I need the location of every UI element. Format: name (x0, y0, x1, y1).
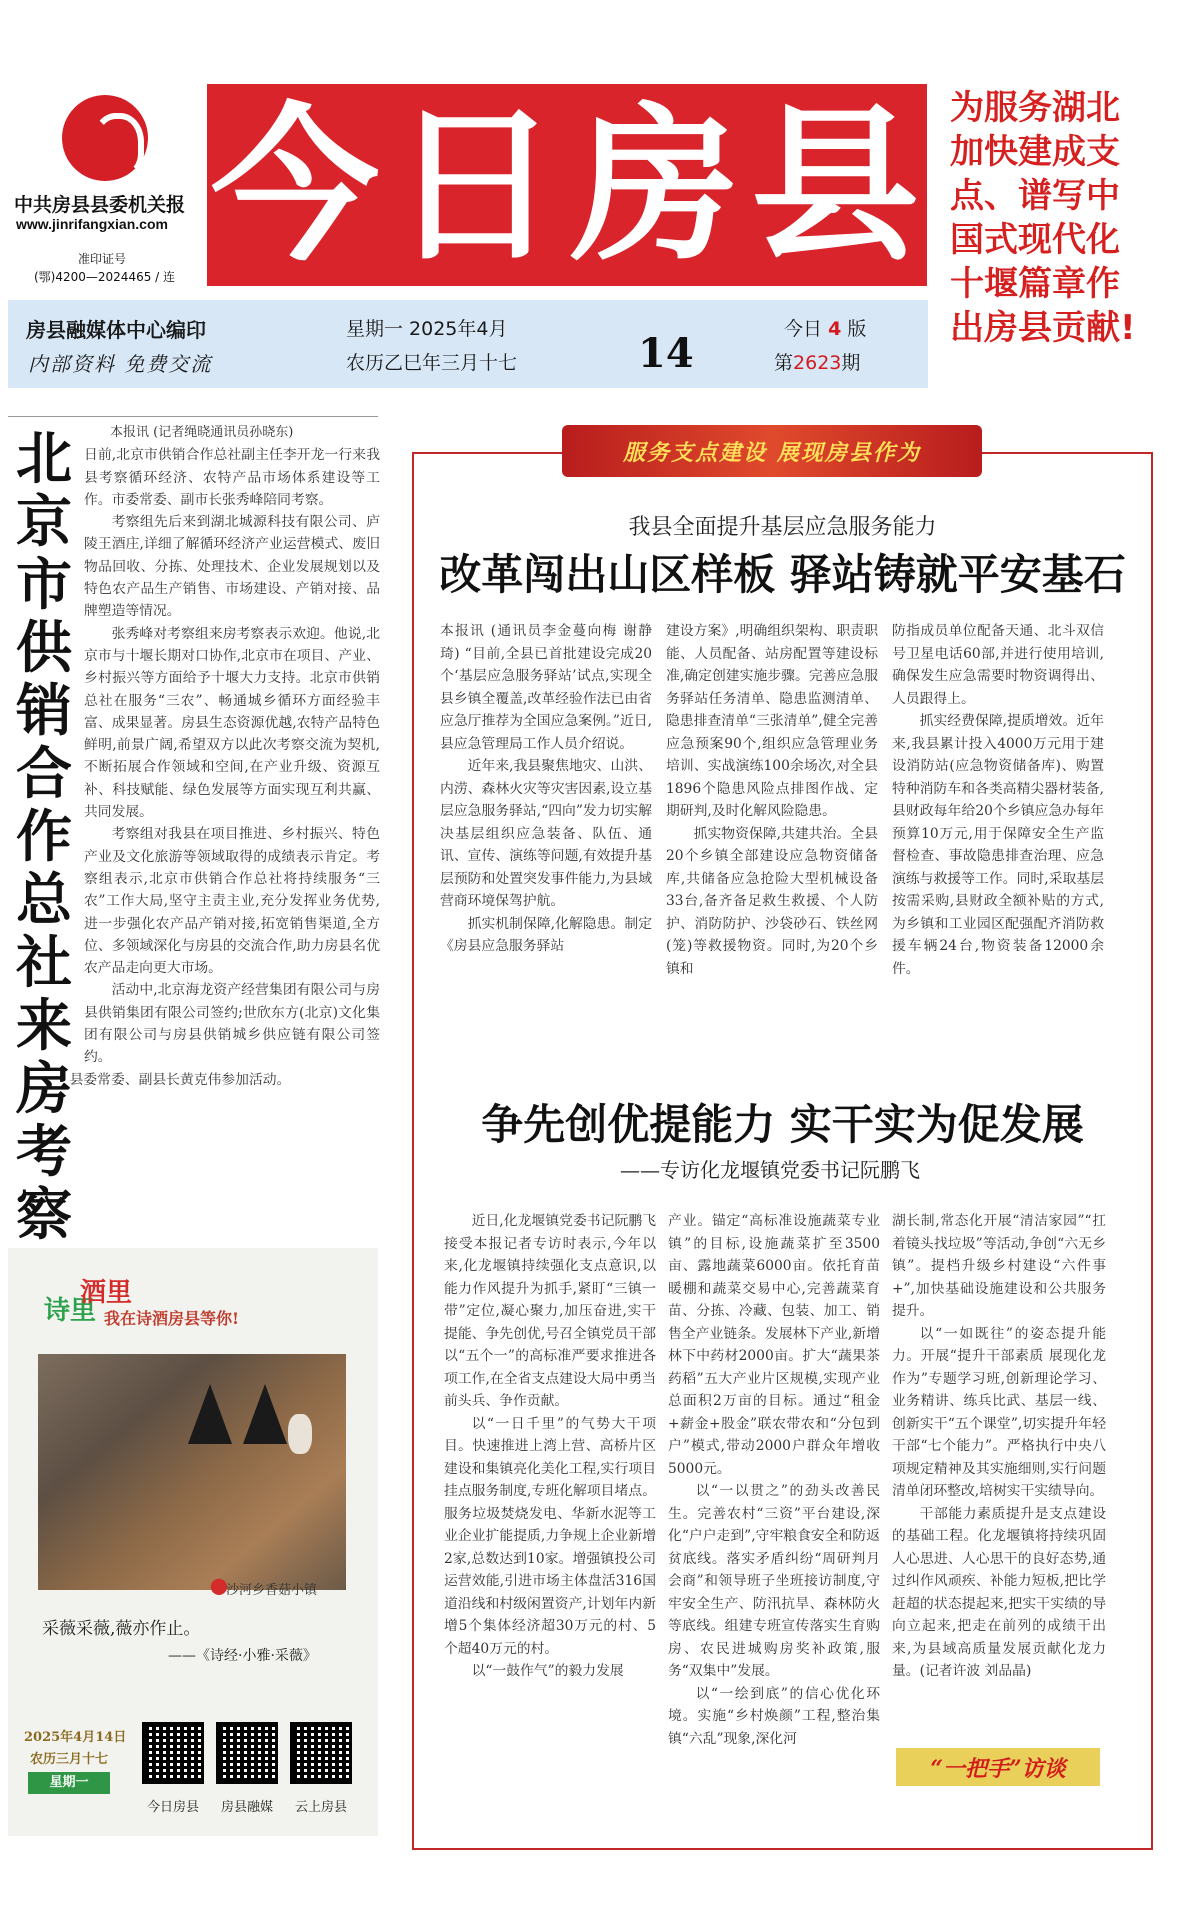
org-name: 中共房县县委机关报 (14, 195, 186, 216)
interview-tag-label: “一把手”访谈 (930, 1755, 1066, 1782)
title-char: 县 (751, 86, 923, 284)
qr-code-icon[interactable] (290, 1722, 352, 1784)
qr-code-icon[interactable] (216, 1722, 278, 1784)
title-char: 房 (571, 86, 743, 284)
poem-verse: 采薇采薇,薇亦作止。 (42, 1619, 201, 1639)
page-count-prefix: 今日 (784, 318, 823, 340)
poem-source: ——《诗经·小雅·采薇》 (168, 1648, 317, 1664)
article2-column-2 (668, 1210, 880, 1750)
paragraph: 防指成员单位配备天通、北斗双信号卫星电话60部,并进行使用培训,确保发生应急需要时物资调得出、人员跟得上。 (892, 623, 1104, 707)
paragraph: 县委常委、副县长黄克伟参加活动。 (69, 1071, 291, 1088)
byline: 本报讯 (记者绳晓通讯员孙晓东) (110, 425, 294, 440)
paragraph: 产业。锚定“高标准设施蔬菜专业镇”的目标,设施蔬菜扩至3500亩、露地蔬菜6000亩。依托育苗暖棚和蔬菜交易中心,完善蔬菜育苗、分拣、冷藏、包装、加工、销售全产业链条。发展林下产业,新增林下中药材2000亩。扩大“蔬果茶药稻”五大产业片区规模,实现产业总面积2万亩的目标。通过“租金+薪金+股金”联农带农和“分包到户”模式,带动2000户群众年增收5000元。 (668, 1213, 880, 1477)
paragraph: 抓实机制保障,化解隐患。制定《房县应急服务驿站 (440, 915, 652, 954)
person-figure (188, 1384, 232, 1444)
poem-logo: 诗里 (44, 1296, 97, 1326)
website-link[interactable]: www.jinrifangxian.com (16, 216, 168, 232)
article1-column-2 (666, 620, 878, 980)
article1-column-1 (440, 620, 652, 958)
serial-number-value: 2623 (793, 352, 842, 374)
paragraph: 以“一如既往”的姿态提升能力。开展“提升干部素质 展现化龙作为”专题学习班,创新理论学习、业务精讲、练兵比武、基层一线、创新实干“五个课堂”,切实提升年轻干部“七个能力”。严格执行中央八项规定精神及其实施细则,实行问题清单闭环整改,培树实干实绩导向。 (892, 1325, 1106, 1499)
qr-label: 房县融媒 (220, 1800, 273, 1815)
paragraph: 湖长制,常态化开展“清洁家园”“扛着镜头找垃圾”等活动,争创“六无乡镇”。提档升级乡村建设“六件事+”,加快基础设施建设和公共服务提升。 (892, 1213, 1106, 1319)
newspaper-logo-icon (62, 95, 148, 181)
serial-number (774, 348, 860, 375)
paragraph: 抓实物资保障,共建共治。全县20个乡镇全部建设应急物资储备库,共储备应急抢险大型机械设备33台,备齐备足救生救援、个人防护、消防防护、沙袋砂石、铁丝网(笼)等救援物资。同时,为20个乡镇和 (666, 825, 878, 977)
weekday-badge: 星期一 (28, 1772, 110, 1794)
article2-headline: 争先创优提能力 实干实为促发展 (481, 1100, 1084, 1149)
poem-logo: 酒里 (80, 1278, 133, 1308)
qr-label: 云上房县 (294, 1800, 347, 1815)
lunar-date: 农历乙巳年三月十七 (346, 352, 518, 374)
article1-column-3 (892, 620, 1104, 980)
title-char: 今 (211, 86, 383, 284)
paragraph: 以“一绘到底”的信心优化环境。实施“乡村焕颜”工程,整治集镇“六乱”现象,深化河 (668, 1685, 880, 1747)
poem-lunar-date: 农历三月十七 (30, 1752, 109, 1767)
permit-number: (鄂)4200—2024465 / 连 (34, 270, 176, 284)
article2-subtitle: ——专访化龙堰镇党委书记阮鹏飞 (620, 1158, 920, 1182)
paragraph: 近年来,我县聚焦地灾、山洪、内涝、森林火灾等灾害因素,设立基层应急服务驿站,“四向”发力切实解决基层组织应急装备、队伍、通讯、宣传、演练等问题,有效提升基层预防和处置突发事件能力,为县域营商环境保驾护航。 (440, 758, 652, 909)
permit-label: 准印证号 (78, 252, 127, 266)
poem-tagline: 我在诗酒房县等你! (104, 1309, 240, 1328)
paragraph: 建设方案》,明确组织架构、职责职能、人员配备、站房配置等建设标准,确定创建实施步骤。完善应急服务驿站任务清单、隐患监测清单、隐患排查清单“三张清单”,健全完善应急预案90个,组织应急管理业务培训、实战演练100余场次,对全县1896个隐患风险点排图作战、定期研判,及时化解风险隐患。 (666, 623, 878, 819)
paragraph: 本报讯 (通讯员李金蔓向梅 谢静琦) “目前,全县已首批建设完成20个‘基层应急服务驿站’试点,实现全县乡镇全覆盖,改革经验作法已由省应急厅推荐为全国应急案例。”近日,县应急管理局工作人员介绍说。 (440, 623, 652, 752)
left-article-title: 北京市供销合作总社来房考察 (16, 426, 72, 1248)
page-count (784, 314, 866, 341)
section-banner-text: 服务支点建设 展现房县作为 (623, 439, 921, 466)
slogan: 为服务湖北加快建成支点、谱写中国式现代化十堰篇章作出房县贡献! (950, 88, 1136, 348)
article2-column-1 (444, 1210, 656, 1683)
paragraph: 以“一日千里”的气势大干项目。快速推进上湾上营、高桥片区建设和集镇亮化美化工程,实行项目挂点服务制度,专班化解项目堵点。服务垃圾焚烧发电、华新水泥等工业企业扩能提质,力争规上企业新增2家,总数达到10家。增强镇投公司运营效能,引进市场主体盘活316国道沿线和村级闲置资产,计划年内新增5个集体经济超30万元的村、5个超40万元的村。 (444, 1415, 656, 1657)
paragraph: 日前,北京市供销合作总社副主任李开龙一行来我县考察循环经济、农特产品市场体系建设等工作。市委常委、副市长张秀峰陪同考察。 (84, 447, 380, 508)
title-char: 日 (391, 86, 563, 284)
location-pin-icon: ⬤ (210, 1576, 228, 1595)
paragraph: 以“一以贯之”的劲头改善民生。完善农村“三资”平台建设,深化“户户走到”,守牢粮食安全和防返贫底线。落实矛盾纠纷“周研判月会商”和领导班子坐班接访制度,守牢安全生产、防汛抗旱、森林防火等底线。组建专班宣传落实生育购房、农民进城购房奖补政策,服务“双集中”发展。 (668, 1483, 880, 1679)
serial-prefix: 第 (774, 352, 794, 374)
editor-label: 房县融媒体中心编印 (26, 318, 206, 342)
issue-day: 14 (638, 330, 694, 377)
mushroom-town-photo (38, 1354, 346, 1590)
article2-column-3 (892, 1210, 1106, 1683)
person-figure (288, 1414, 312, 1454)
photo-location: 沙河乡香菇小镇 (226, 1583, 318, 1598)
issue-date: 星期一 2025年4月 (346, 318, 508, 340)
qr-code-icon[interactable] (142, 1722, 204, 1784)
page-count-number: 4 (828, 318, 842, 340)
article1-subtitle: 我县全面提升基层应急服务能力 (628, 515, 937, 540)
paragraph: 以“一鼓作气”的毅力发展 (471, 1663, 624, 1679)
qr-label: 今日房县 (146, 1800, 199, 1815)
serial-suffix: 期 (841, 352, 861, 374)
internal-label: 内部资料 免费交流 (28, 352, 213, 376)
paragraph: 干部能力素质提升是支点建设的基础工程。化龙堰镇将持续巩固人心思进、人心思干的良好态势,通过纠作风顽疾、补能力短板,把比学赶超的状态提起来,把实干实绩的导向立起来,把走在前列的成绩干出来,为县域高质量发展贡献化龙力量。(记者许波 刘品晶) (892, 1505, 1106, 1679)
paragraph: 张秀峰对考察组来房考察表示欢迎。他说,北京市与十堰长期对口协作,北京市在项目、产业、乡村振兴等方面给予十堰大力支持。北京市供销总社在服务“三农”、畅通城乡循环方面经验丰富、成果显著。房县生态资源优越,农特产品特色鲜明,前景广阔,希望双方以此次考察交流为契机,不断拓展合作领域和空间,在产业升级、资源互补、科技赋能、绿色发展等方面实现互利共赢、共同发展。 (84, 625, 380, 821)
article1-headline: 改革闯出山区样板 驿站铸就平安基石 (439, 550, 1126, 599)
left-article-body (69, 422, 380, 1091)
page-count-suffix: 版 (847, 318, 867, 340)
paragraph: 抓实经费保障,提质增效。近年来,我县累计投入4000万元用于建设消防站(应急物资储备库)、购置特种消防车和各类高精尖器材装备,县财政每年给20个乡镇应急办每年预算10万元,用于保障安全生产监督检查、事故隐患排查治理、应急演练与救援等工作。同时,采取基层按需采购,县财政全额补贴的方式,为乡镇和工业园区配强配齐消防救援车辆24台,物资装备12000余件。 (892, 713, 1104, 977)
newspaper-title (207, 84, 927, 286)
poem-date: 2025年4月14日 (24, 1730, 127, 1745)
paragraph: 考察组对我县在项目推进、乡村振兴、特色产业及文化旅游等领域取得的成绩表示肯定。考察组表示,北京市供销合作总社将持续服务“三农”工作大局,坚守主责主业,充分发挥业务优势,进一步强化农产品产销对接,拓宽销售渠道,全方位、多领域深化与房县的交流合作,助力房县名优农产品走向更大市场。 (84, 826, 380, 977)
paragraph: 活动中,北京海龙资产经营集团有限公司与房县供销集团有限公司签约;世欣东方(北京)文化集团有限公司与房县供销城乡供应链有限公司签约。 (84, 982, 380, 1066)
paragraph: 考察组先后来到湖北城源科技有限公司、庐陵王酒庄,详细了解循环经济产业运营模式、废旧物品回收、分拣、处理技术、企业发展规划以及特色农产品生产销售、市场建设、产销对接、品牌塑造等情况。 (84, 514, 380, 620)
divider (8, 416, 378, 417)
person-figure (243, 1384, 287, 1444)
paragraph: 近日,化龙堰镇党委书记阮鹏飞接受本报记者专访时表示,今年以来,化龙堰镇持续强化支点意识,以能力作风提升为抓手,紧盯“三镇一带”定位,凝心聚力,加压奋进,实干提能、争先创优,号召全镇党员干部以“五个一”的高标准严要求推进各项工作,在全省支点建设大局中勇当前头兵、争作贡献。 (444, 1213, 656, 1409)
